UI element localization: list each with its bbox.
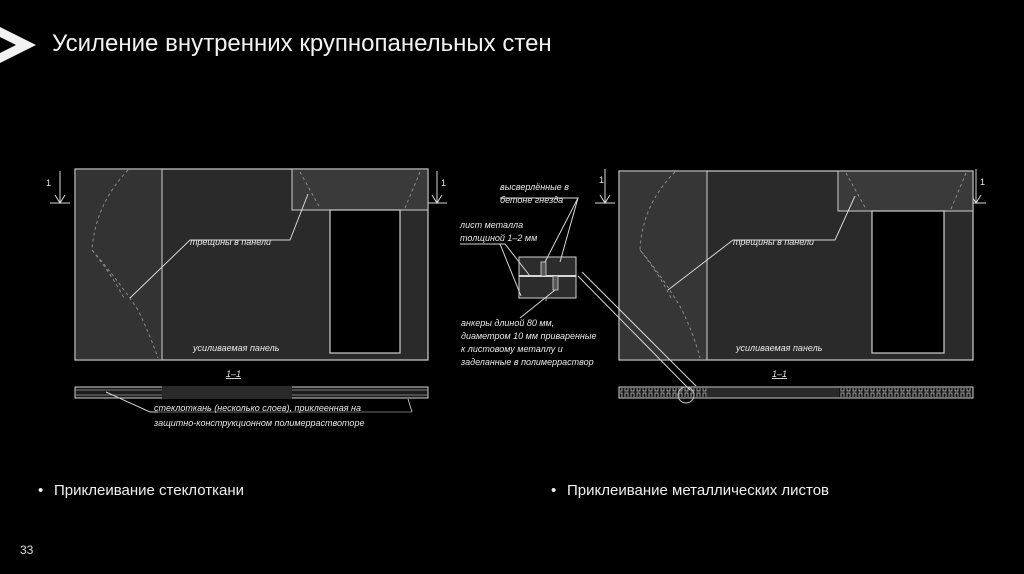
bullet-metal-sheets (551, 482, 829, 499)
right-section-marker-left (595, 169, 615, 203)
right-section-label: 1–1 (772, 369, 788, 379)
left-panel-label: усиливаемая панель (193, 343, 280, 353)
left-section-mark-b: 1 (441, 178, 447, 188)
bullet-marker: • (38, 482, 44, 499)
left-lintel (292, 169, 428, 210)
anchors-label-4: заделанные в полимерраствор (461, 357, 594, 367)
left-fiberglass-tick (408, 399, 412, 412)
left-section-mark-a: 1 (46, 178, 52, 188)
left-section-marker-left (50, 171, 70, 203)
left-section-label: 1–1 (226, 369, 242, 379)
left-door-opening (330, 210, 400, 353)
slide-title: Усиление внутренних крупнопанельных стен (52, 30, 552, 57)
bullet-marker: • (551, 482, 557, 499)
left-figure (46, 169, 447, 428)
drilled-sockets-label-2: бетоне гнезда (500, 195, 564, 205)
bullet-metal-sheets-text: Приклеивание металлических листов (567, 482, 830, 499)
bullet-fiberglass (38, 482, 244, 499)
right-section-mark-b: 1 (980, 177, 986, 187)
metal-sheet-label-1: лист металла (460, 220, 524, 230)
left-section-strip (75, 386, 428, 399)
right-panel-label: усиливаемая панель (736, 343, 823, 353)
right-cracks-label: трещины в панели (733, 237, 815, 247)
drilled-sockets-label-1: высверлённые в (500, 182, 569, 192)
right-section-mark-a: 1 (599, 175, 605, 185)
page-number: 33 (20, 543, 34, 557)
left-cracks-label: трещины в панели (190, 237, 272, 247)
bullet-fiberglass-text: Приклеивание стеклоткани (54, 482, 244, 499)
right-door-opening (872, 211, 944, 353)
right-section-strip (619, 387, 973, 403)
metal-sheet-label-2: толщиной 1–2 мм (460, 233, 538, 243)
right-lintel (838, 171, 973, 211)
left-reinforced-strip (75, 169, 162, 360)
anchor-detail (519, 257, 576, 301)
anchors-label-3: к листовому металлу и (461, 344, 563, 354)
right-figure (459, 169, 986, 403)
anchors-label-2: диаметром 10 мм приваренные (461, 331, 597, 341)
left-fiberglass-note-1: стеклоткань (несколько слоев), приклеенная на (154, 403, 362, 413)
left-fiberglass-note-2: защитно-конструкционном полимерраствоторе (154, 418, 365, 428)
anchors-label-1: анкеры длиной 80 мм, (461, 318, 555, 328)
